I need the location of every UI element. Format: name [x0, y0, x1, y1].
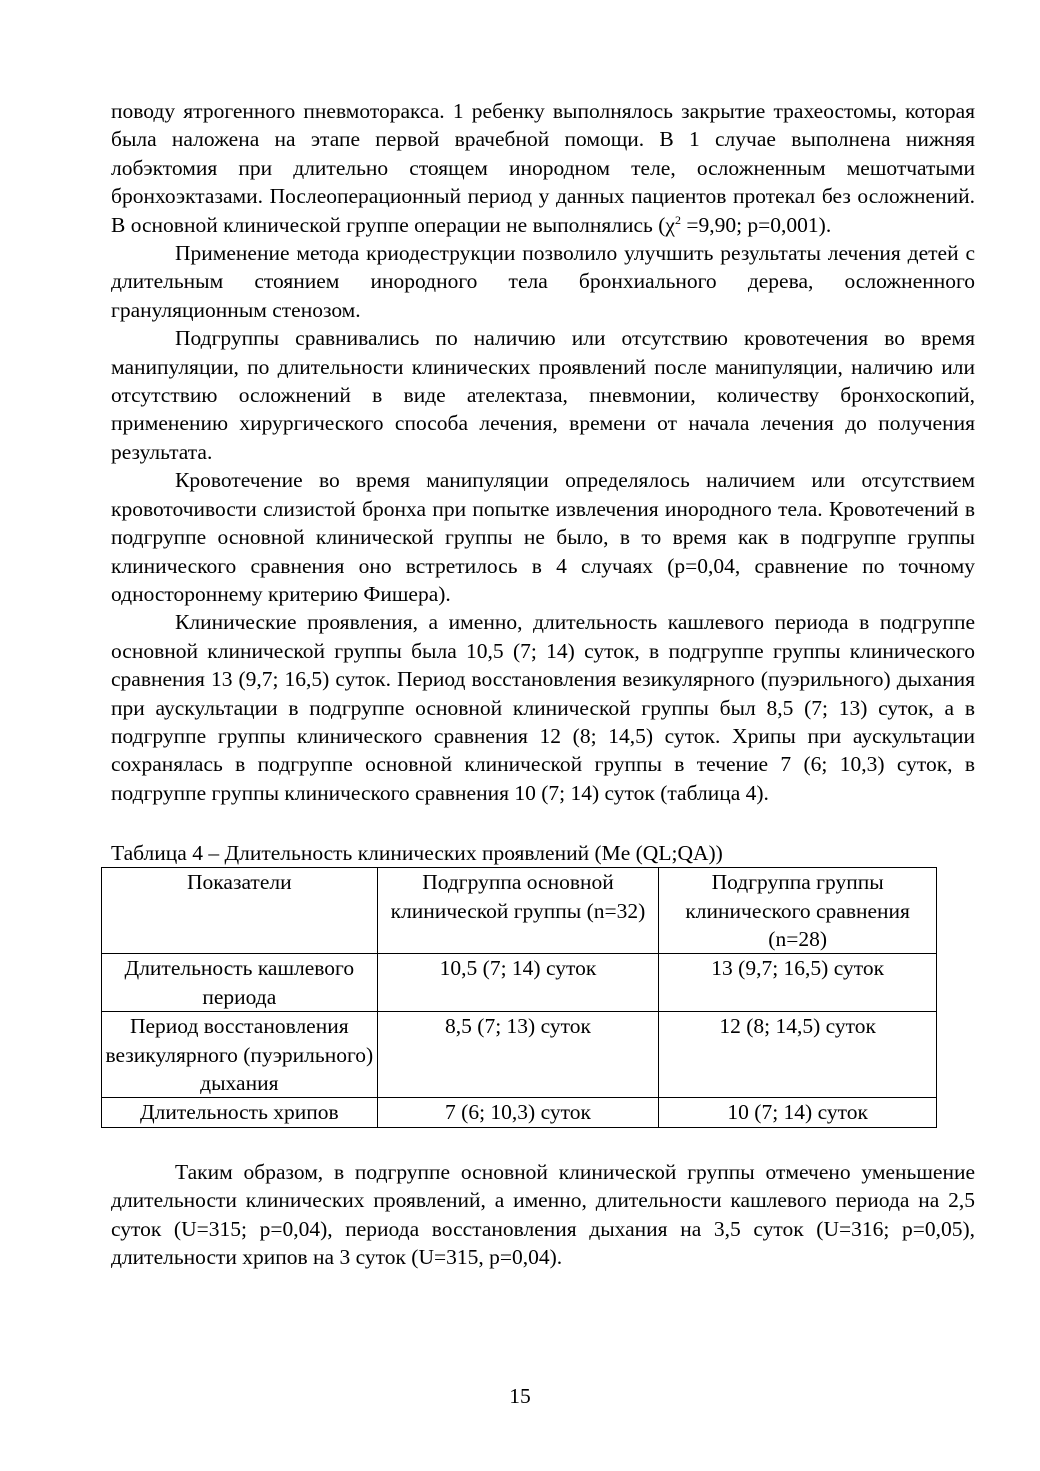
table-cell-indicator: Длительность хрипов: [102, 1098, 378, 1127]
header-indicators: Показатели: [102, 868, 378, 954]
page-number: 15: [509, 1384, 531, 1408]
table-caption: Таблица 4 – Длительность клинических проявлений (Me (QL;QA)): [111, 841, 723, 866]
table-cell-main: 8,5 (7; 13) суток: [377, 1012, 659, 1098]
table-cell-comparison: 12 (8; 14,5) суток: [659, 1012, 937, 1098]
table-container: [101, 867, 937, 1128]
paragraph-5: Клинические проявления, а именно, длительность кашлевого периода в подгруппе основной клинической группы была 10,5 (7; 14) суток, в подгруппе группы клинического сравнения 13 (9,7; 16,5) суток. Период восстановления везикулярного (пуэрильного) дыхания при аускультации в подгруппе основной клинической группы был 8,5 (7; 13) суток, а в подгруппе группы клинического сравнения 12 (8; 14,5) суток. Хрипы при аускультации сохранялась в подгруппе основной клинической группы в течение 7 (6; 10,3) суток, в подгруппе группы клинического сравнения 10 (7; 14) суток (таблица 4).: [111, 610, 975, 805]
chi-square-superscript: 2: [674, 212, 681, 227]
table-cell-indicator: Длительность кашлевого периода: [102, 954, 378, 1012]
table-cell-indicator: Период восстановления везикулярного (пуэрильного) дыхания: [102, 1012, 378, 1098]
table-cell-main: 7 (6; 10,3) суток: [377, 1098, 659, 1127]
table-row: [102, 1012, 937, 1098]
clinical-duration-table: [101, 867, 937, 1128]
table-row: [102, 1098, 937, 1127]
header-main-subgroup: Подгруппа основной клинической группы (n=32): [377, 868, 659, 954]
paragraph-1: [111, 97, 975, 239]
document-page: [105, 97, 975, 1271]
paragraph-1-tail: =9,90; p=0,001).: [680, 212, 832, 237]
table-header-row: [102, 868, 937, 954]
table-row: [102, 954, 937, 1012]
table-cell-comparison: 13 (9,7; 16,5) суток: [659, 954, 937, 1012]
paragraph-4: Кровотечение во время манипуляции определялось наличием или отсутствием кровоточивости слизистой бронха при попытке извлечения инородного тела. Кровотечений в подгруппе основной клинической группы не было, в то время как в подгруппе группы клинического сравнения оно встретилось в 4 случаях (р=0,04, сравнение по точному одностороннему критерию Фишера).: [111, 468, 975, 606]
paragraph-1-text: поводу ятрогенного пневмоторакса. 1 ребенку выполнялось закрытие трахеостомы, которая была наложена на этапе первой врачебной помощи. В 1 случае выполнена нижняя лобэктомия при длительно стоящем инородном теле, осложненным мешотчатыми бронхоэктазами. Послеоперационный период у данных пациентов протекал без осложнений. В основной клинической группе операции не выполнялись (χ: [111, 99, 975, 237]
header-comparison-subgroup: Подгруппа группы клинического сравнения (n=28): [659, 868, 937, 954]
paragraph-conclusion: Таким образом, в подгруппе основной клинической группы отмечено уменьшение длительности клинических проявлений, а именно, длительности кашлевого периода на 2,5 суток (U=315; р=0,04), периода восстановления дыхания на 3,5 суток (U=316; р=0,05), длительности хрипов на 3 суток (U=315, р=0,04).: [111, 1159, 975, 1270]
paragraph-3: Подгруппы сравнивались по наличию или отсутствию кровотечения во время манипуляции, по длительности клинических проявлений после манипуляции, наличию или отсутствию осложнений в виде ателектаза, пневмонии, количеству бронхоскопий, применению хирургического способа лечения, времени от начала лечения до получения результата.: [111, 326, 975, 464]
table-cell-comparison: 10 (7; 14) суток: [659, 1098, 937, 1127]
paragraph-2: Применение метода криодеструкции позволило улучшить результаты лечения детей с длительным стоянием инородного тела бронхиального дерева, осложненного грануляционным стенозом.: [111, 241, 975, 322]
table-cell-main: 10,5 (7; 14) суток: [377, 954, 659, 1012]
